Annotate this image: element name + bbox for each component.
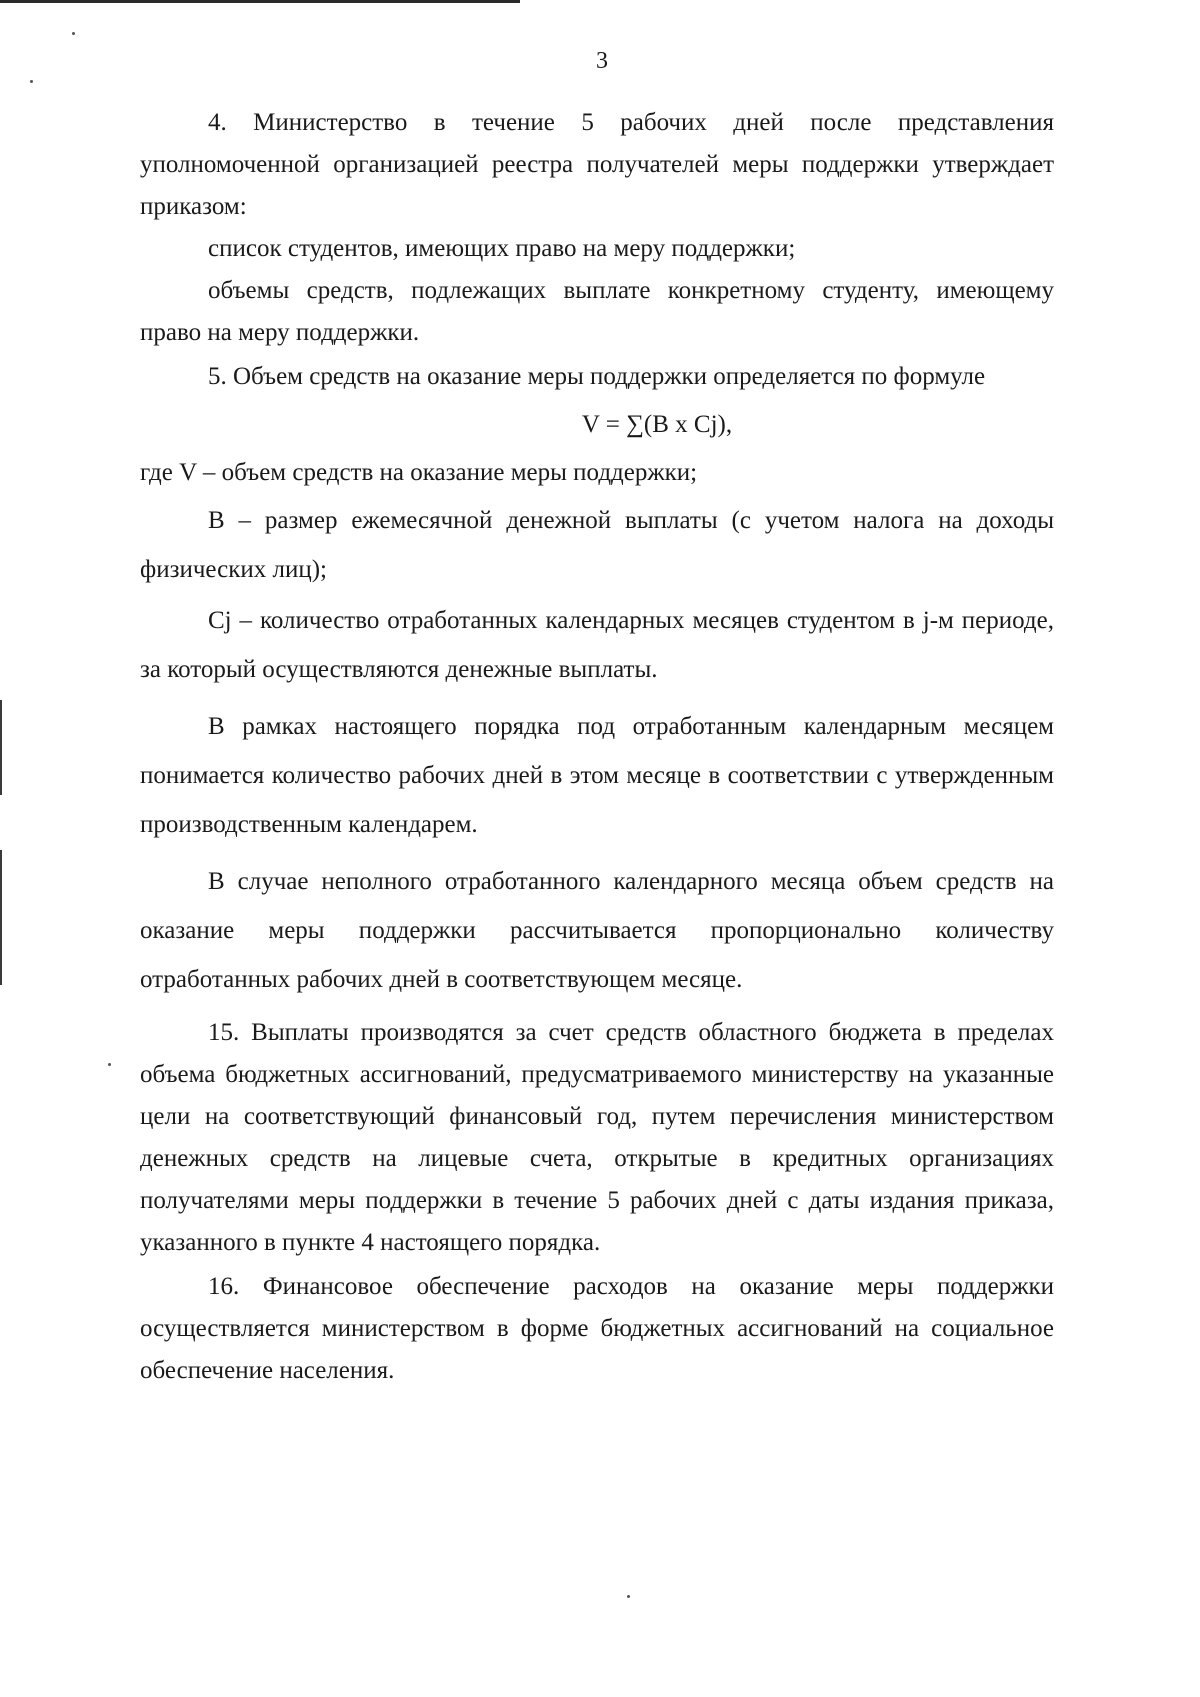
definition-v: где V – объем средств на оказание меры поддержки; — [140, 459, 698, 486]
scan-edge-left — [0, 850, 2, 985]
paragraph-4: 4. Министерство в течение 5 рабочих дней после представления уполномоченной организацией реестра получателей меры поддержки утверждает приказом: — [140, 109, 1054, 220]
definition-cj: Cj – количество отработанных календарных месяцев студентом в j-м периоде, за который осуществляются денежные выплаты. — [140, 607, 1054, 683]
scan-edge-left — [0, 700, 2, 795]
document-body — [140, 102, 1054, 1392]
page-number: 3 — [596, 48, 608, 74]
scan-speck — [30, 80, 33, 83]
formula: V = ∑(B x Cj), — [581, 411, 733, 438]
definition-b: B – размер ежемесячной денежной выплаты (с учетом налога на доходы физических лиц); — [140, 507, 1054, 583]
paragraph-5: 5. Объем средств на оказание меры поддержки определяется по формуле — [208, 363, 986, 390]
scan-speck — [627, 1595, 630, 1598]
paragraph-partial-month: В случае неполного отработанного календарного месяца объем средств на оказание меры поддержки рассчитывается пропорционально количеству отработанных рабочих дней в соответствующем месяце. — [140, 868, 1054, 993]
scan-edge-top — [0, 0, 520, 3]
scan-speck — [108, 1063, 111, 1066]
paragraph-15: 15. Выплаты производятся за счет средств областного бюджета в пределах объема бюджетных ассигнований, предусматриваемого министерству на указанные цели на соответствующий финансовый год, путем перечисления министерством денежных средств на лицевые счета, открытые в кредитных организациях получателями меры поддержки в течение 5 рабочих дней с даты издания приказа, указанного в пункте 4 настоящего порядка. — [140, 1019, 1054, 1256]
paragraph-16: 16. Финансовое обеспечение расходов на оказание меры поддержки осуществляется министерством в форме бюджетных ассигнований на социальное обеспечение населения. — [140, 1273, 1054, 1384]
scan-speck — [72, 32, 75, 35]
paragraph-month-definition: В рамках настоящего порядка под отработанным календарным месяцем понимается количество рабочих дней в этом месяце в соответствии с утвержденным производственным календарем. — [140, 713, 1054, 838]
paragraph-4-item-students-list: список студентов, имеющих право на меру поддержки; — [208, 235, 796, 262]
paragraph-4-item-amounts: объемы средств, подлежащих выплате конкретному студенту, имеющему право на меру поддержки. — [140, 277, 1054, 346]
